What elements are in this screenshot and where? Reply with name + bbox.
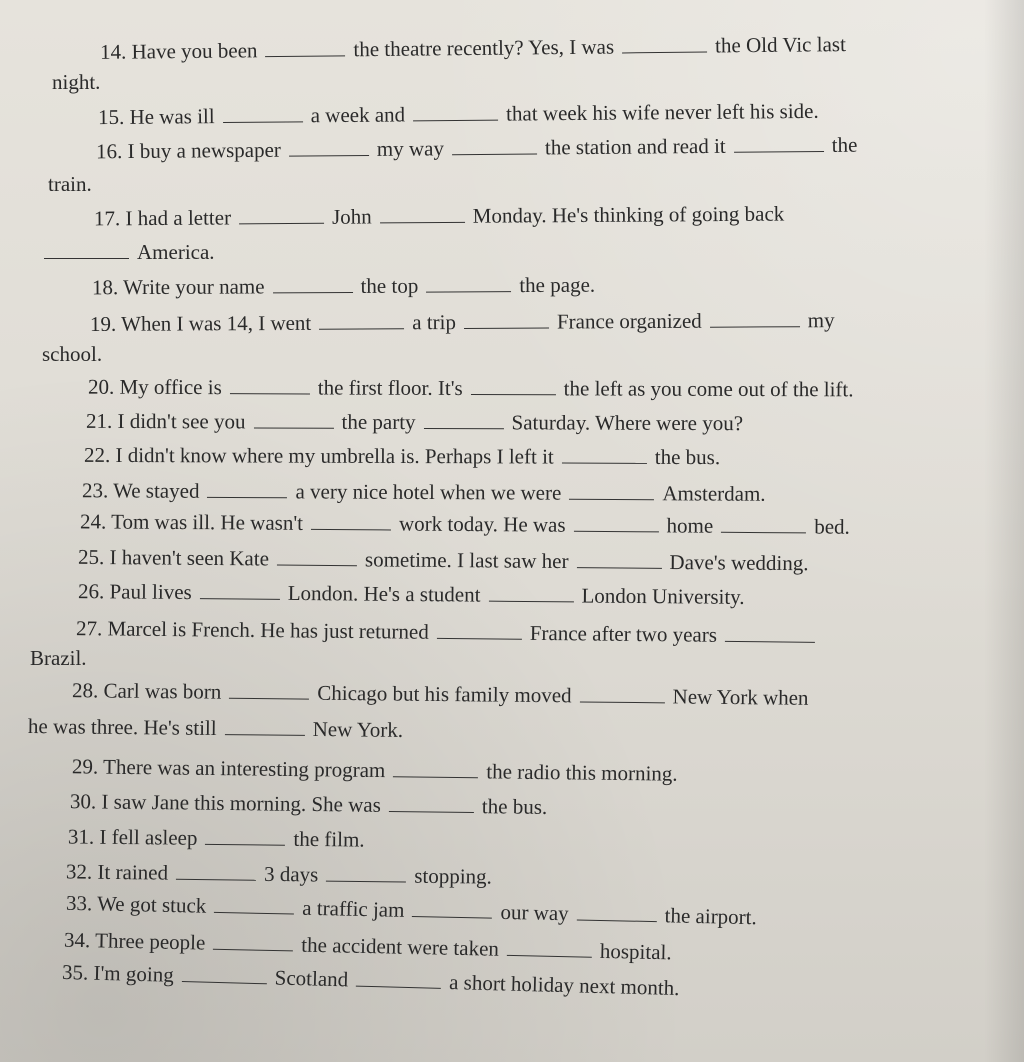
exercise-31: 31. I fell asleep the film.: [67, 824, 365, 852]
blank: [326, 863, 406, 883]
blank: [239, 205, 324, 225]
blank: [413, 102, 498, 122]
exercise-28-cont: he was three. He's still New York.: [27, 714, 404, 742]
blank: [734, 133, 824, 153]
blank: [574, 513, 659, 533]
blank: [273, 274, 353, 293]
exercise-20: 20. My office is the first floor. It's the left as you come out of the lift.: [87, 374, 854, 402]
blank: [277, 547, 357, 567]
blank: [471, 376, 556, 395]
exercise-27: 27. Marcel is French. He has just returned France after two years: [76, 616, 823, 648]
exercise-19: 19. When I was 14, I went a trip France organized my: [89, 308, 835, 336]
exercise-22: 22. I didn't know where my umbrella is. Perhaps I left it the bus.: [83, 442, 721, 470]
blank: [225, 716, 305, 736]
blank: [229, 680, 309, 700]
blank: [207, 479, 287, 498]
blank: [622, 34, 707, 54]
exercise-35: 35. I'm going Scotland a short holiday next month.: [61, 959, 680, 1001]
blank: [721, 514, 806, 534]
exercise-14-cont: night.: [52, 70, 101, 94]
exercise-30: 30. I saw Jane this morning. She was the bus.: [69, 789, 548, 819]
blank: [577, 901, 657, 922]
blank: [426, 273, 511, 292]
blank: [214, 894, 294, 915]
exercise-33: 33. We got stuck a traffic jam our way the airport.: [65, 890, 758, 930]
exercise-34: 34. Three people the accident were taken hospital.: [63, 927, 672, 965]
blank: [289, 137, 369, 157]
exercise-23: 23. We stayed a very nice hotel when we were Amsterdam.: [81, 478, 766, 506]
exercise-15: 15. He was ill a week and that week his wife never left his side.: [97, 98, 819, 130]
blank: [507, 937, 592, 958]
blank: [356, 968, 441, 989]
blank: [393, 758, 478, 778]
blank: [389, 793, 474, 813]
blank: [319, 310, 404, 329]
blank: [437, 620, 522, 640]
blank: [710, 308, 800, 327]
page-shadow: [984, 0, 1024, 1062]
exercise-26: 26. Paul lives London. He's a student London University.: [77, 579, 745, 609]
exercise-25: 25. I haven't seen Kate sometime. I last saw her Dave's wedding.: [77, 544, 809, 576]
blank: [182, 963, 267, 984]
blank: [311, 511, 391, 531]
exercise-17-cont: America.: [44, 240, 215, 264]
blank: [412, 898, 492, 919]
blank: [380, 204, 465, 224]
blank: [424, 410, 504, 429]
blank: [464, 310, 549, 329]
blank: [213, 931, 293, 952]
blank: [580, 683, 665, 703]
exercise-19-cont: school.: [42, 342, 103, 366]
exercise-29: 29. There was an interesting program the radio this morning.: [71, 754, 678, 786]
exercise-16: 16. I buy a newspaper my way the station and read it the: [95, 132, 858, 164]
exercise-21: 21. I didn't see you the party Saturday. Where were you?: [85, 408, 744, 436]
blank: [569, 481, 654, 500]
exercise-14: 14. Have you been the theatre recently? Yes, I was the Old Vic last: [99, 32, 846, 64]
blank: [488, 583, 573, 603]
exercise-27-cont: Brazil.: [30, 646, 87, 670]
exercise-16-cont: train.: [48, 172, 92, 196]
blank: [205, 826, 285, 846]
blank: [200, 580, 280, 600]
blank: [44, 240, 129, 259]
blank: [725, 623, 815, 643]
blank: [452, 135, 537, 155]
exercise-32: 32. It rained 3 days stopping.: [65, 859, 493, 889]
blank: [230, 375, 310, 394]
exercise-18: 18. Write your name the top the page.: [91, 272, 596, 300]
blank: [576, 549, 661, 569]
blank: [223, 103, 303, 123]
exercise-24: 24. Tom was ill. He wasn't work today. He was home bed.: [79, 509, 850, 539]
blank: [562, 445, 647, 464]
blank: [253, 409, 333, 428]
exercise-17: 17. I had a letter John Monday. He's thinking of going back: [93, 201, 785, 231]
blank: [265, 37, 345, 57]
blank: [176, 861, 256, 881]
exercise-28: 28. Carl was born Chicago but his family moved New York when: [71, 678, 809, 710]
